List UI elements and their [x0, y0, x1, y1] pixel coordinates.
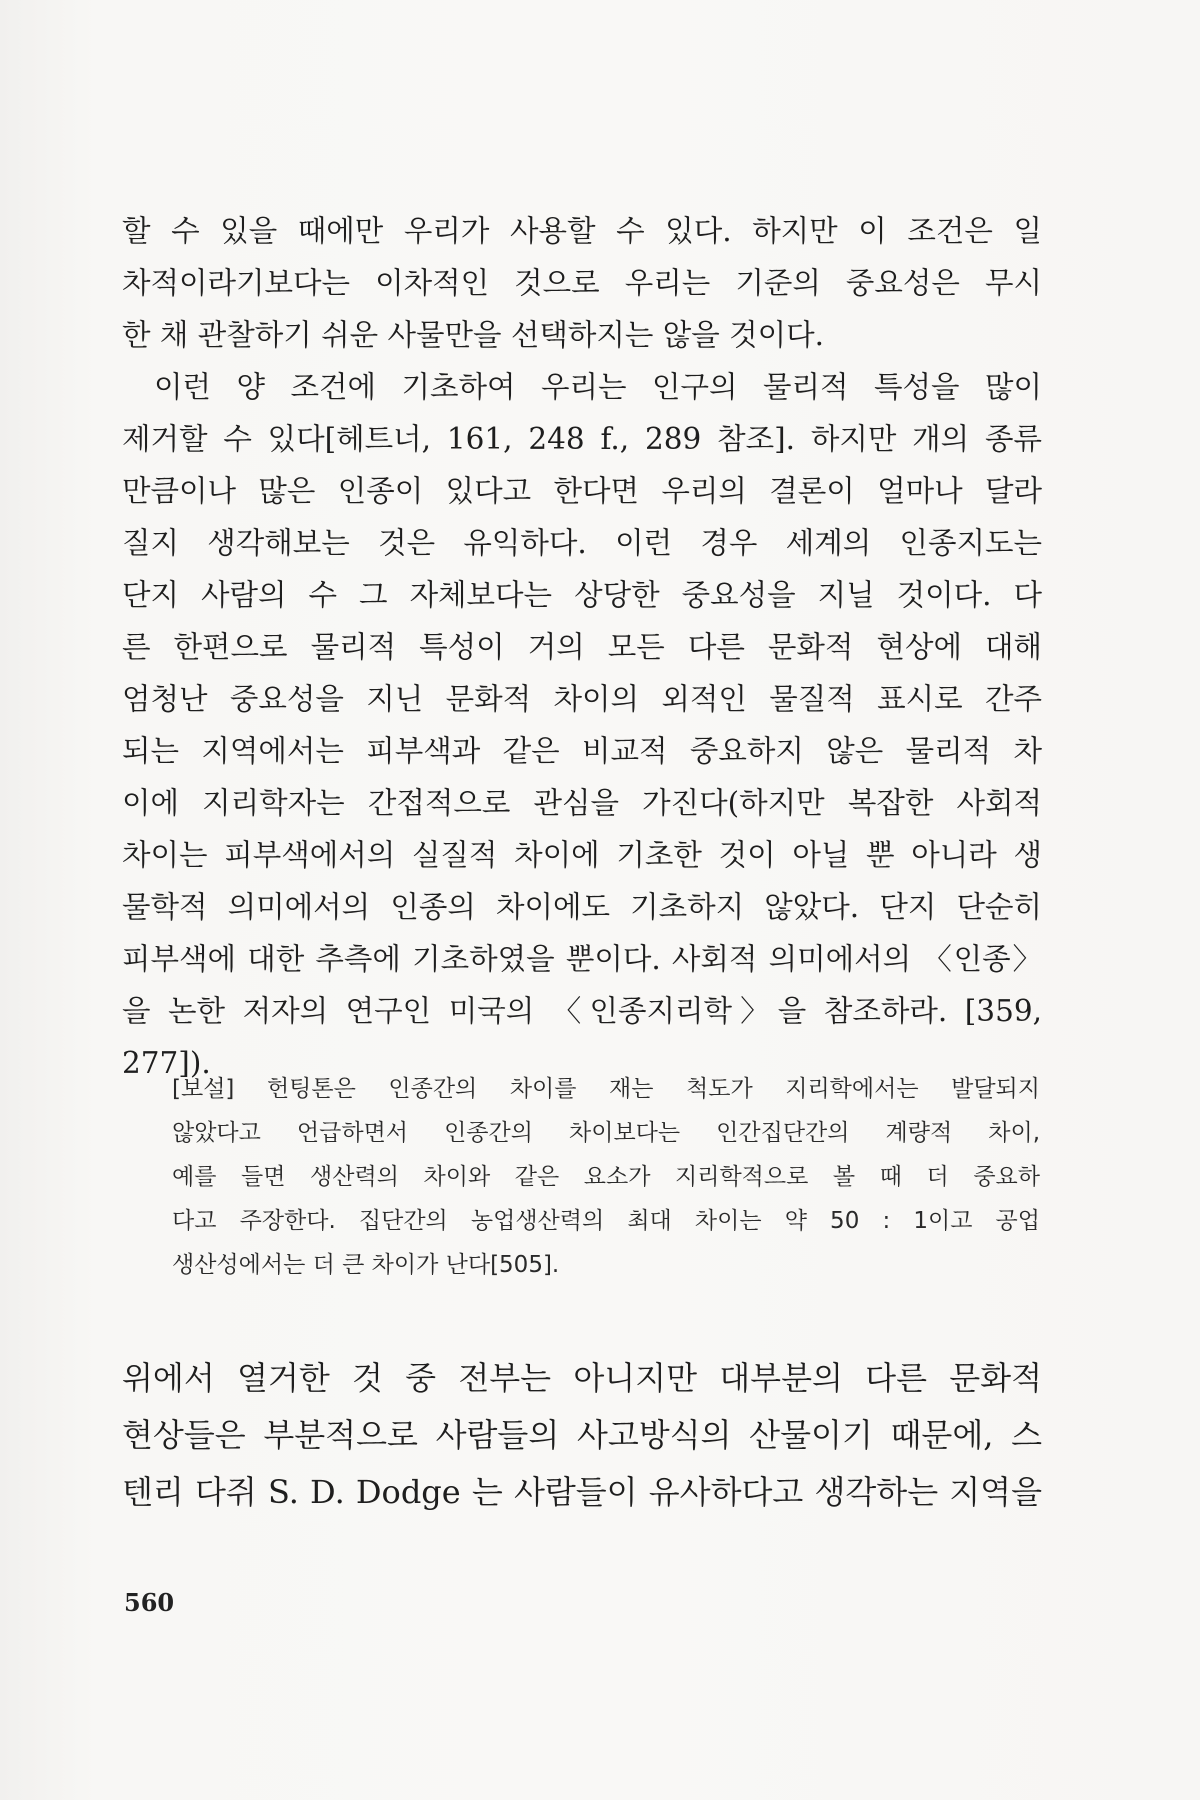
text-line: 277]).	[122, 1046, 211, 1080]
main-paragraph	[122, 205, 1042, 1089]
text-line: 물학적 의미에서의 인종의 차이에도 기초하지 않았다. 단지 단순히	[122, 890, 1042, 924]
note-line: 예를 들면 생산력의 차이와 같은 요소가 지리학적으로 볼 때 더 중요하	[172, 1164, 1040, 1190]
supplementary-note	[172, 1067, 1040, 1287]
text-line: 엄청난 중요성을 지닌 문화적 차이의 외적인 물질적 표시로 간주	[122, 682, 1042, 716]
text-line: 이런 양 조건에 기초하여 우리는 인구의 물리적 특성을 많이	[154, 370, 1042, 404]
text-line: 텐리 다쥐 S. D. Dodge 는 사람들이 유사하다고 생각하는 지역을	[122, 1473, 1042, 1511]
text-line: 한 채 관찰하기 쉬운 사물만을 선택하지는 않을 것이다.	[122, 318, 824, 352]
text-line: 할 수 있을 때에만 우리가 사용할 수 있다. 하지만 이 조건은 일	[122, 214, 1042, 248]
text-line: 제거할 수 있다[헤트너, 161, 248 f., 289 참조]. 하지만 개의 종류	[122, 422, 1042, 456]
page-number: 560	[124, 1588, 175, 1617]
note-line: [보설] 헌팅톤은 인종간의 차이를 재는 척도가 지리학에서는 발달되지	[172, 1076, 1040, 1102]
text-line: 위에서 열거한 것 중 전부는 아니지만 대부분의 다른 문화적	[122, 1359, 1042, 1397]
text-line: 을 논한 저자의 연구인 미국의 〈인종지리학〉을 참조하라. [359,	[122, 994, 1042, 1028]
text-line: 차이는 피부색에서의 실질적 차이에 기초한 것이 아닐 뿐 아니라 생	[122, 838, 1042, 872]
note-line: 않았다고 언급하면서 인종간의 차이보다는 인간집단간의 계량적 차이,	[172, 1120, 1040, 1146]
text-line: 질지 생각해보는 것은 유익하다. 이런 경우 세계의 인종지도는	[122, 526, 1042, 560]
note-line: 다고 주장한다. 집단간의 농업생산력의 최대 차이는 약 50 : 1이고 공업	[172, 1208, 1040, 1234]
text-line: 차적이라기보다는 이차적인 것으로 우리는 기준의 중요성은 무시	[122, 266, 1042, 300]
text-line: 되는 지역에서는 피부색과 같은 비교적 중요하지 않은 물리적 차	[122, 734, 1042, 768]
text-line: 이에 지리학자는 간접적으로 관심을 가진다(하지만 복잡한 사회적	[122, 786, 1042, 820]
text-line: 피부색에 대한 추측에 기초하였을 뿐이다. 사회적 의미에서의 〈인종〉	[122, 942, 1042, 976]
text-line: 만큼이나 많은 인종이 있다고 한다면 우리의 결론이 얼마나 달라	[122, 474, 1042, 508]
text-line: 현상들은 부분적으로 사람들의 사고방식의 산물이기 때문에, 스	[122, 1416, 1042, 1454]
note-line: 생산성에서는 더 큰 차이가 난다[505].	[172, 1252, 560, 1278]
closing-paragraph	[122, 1350, 1042, 1521]
text-line: 른 한편으로 물리적 특성이 거의 모든 다른 문화적 현상에 대해	[122, 630, 1042, 664]
text-line: 단지 사람의 수 그 자체보다는 상당한 중요성을 지닐 것이다. 다	[122, 578, 1042, 612]
